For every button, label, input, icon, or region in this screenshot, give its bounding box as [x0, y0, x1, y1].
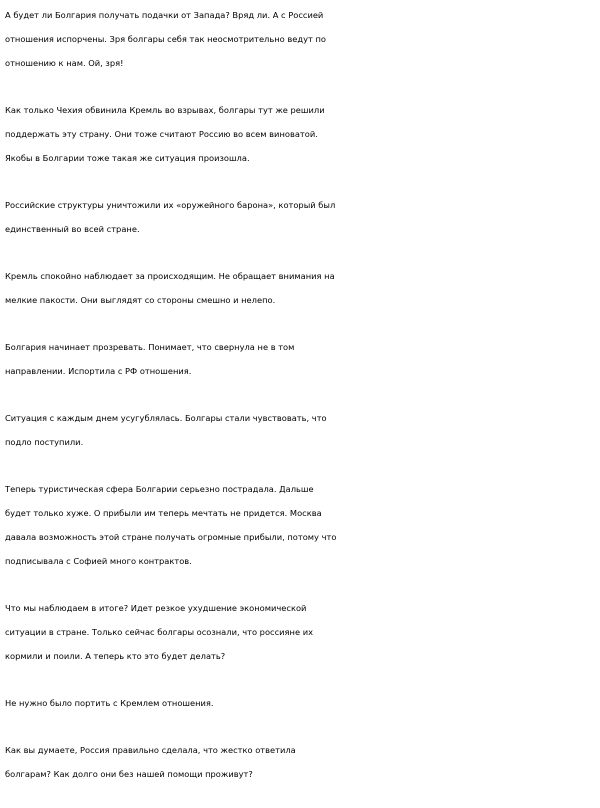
paragraph [5, 691, 600, 715]
text-line: Что мы наблюдаем в итоге? Идет резкое ухудшение экономической [5, 603, 307, 613]
text-line: мелкие пакости. Они выглядят со стороны смешно и нелепо. [5, 295, 276, 305]
paragraph [5, 264, 600, 312]
text-line: Болгария начинает прозревать. Понимает, что свернула не в том [5, 342, 295, 352]
text-line: поддержать эту страну. Они тоже считают Россию во всем виноватой. [5, 129, 318, 139]
text-line: давала возможность этой стране получать огромные прибыли, потому что [5, 532, 337, 542]
paragraph [5, 335, 600, 383]
text-line: болгарам? Как долго они без нашей помощи проживут? [5, 769, 253, 779]
text-line: подло поступили. [5, 437, 84, 447]
text-line: кормили и поили. А теперь кто это будет делать? [5, 651, 226, 661]
text-line: Теперь туристическая сфера Болгарии серьезно пострадала. Дальше [5, 484, 314, 494]
text-line: Российские структуры уничтожили их «оружейного барона», который был [5, 200, 336, 210]
text-line: Не нужно было портить с Кремлем отношения. [5, 698, 214, 708]
text-line: Ситуация с каждым днем усугублялась. Болгары стали чувствовать, что [5, 413, 327, 423]
text-line: Якобы в Болгарии тоже такая же ситуация произошла. [5, 153, 250, 163]
text-line: ситуации в стране. Только сейчас болгары осознали, что россияне их [5, 627, 313, 637]
text-line: Как только Чехия обвинила Кремль во взрывах, болгары тут же решили [5, 105, 325, 115]
text-line: Кремль спокойно наблюдает за происходящим. Не обращает внимания на [5, 271, 335, 281]
text-line: А будет ли Болгария получать подачки от Запада? Вряд ли. А с Россией [5, 10, 324, 20]
text-line: единственный во всей стране. [5, 224, 140, 234]
text-line: будет только хуже. О прибыли им теперь мечтать не придется. Москва [5, 508, 322, 518]
paragraph [5, 193, 600, 241]
text-line: Как вы думаете, Россия правильно сделала, что жестко ответила [5, 745, 296, 755]
text-line: отношению к нам. Ой, зря! [5, 58, 124, 68]
paragraph [5, 738, 600, 786]
paragraph [5, 477, 600, 573]
paragraph [5, 98, 600, 170]
text-line: отношения испорчены. Зря болгары себя так неосмотрительно ведут по [5, 34, 326, 44]
text-line: подписывала с Софией много контрактов. [5, 556, 192, 566]
paragraph [5, 3, 600, 75]
text-line: направлении. Испортила с РФ отношения. [5, 366, 192, 376]
paragraph [5, 406, 600, 454]
paragraph [5, 596, 600, 668]
